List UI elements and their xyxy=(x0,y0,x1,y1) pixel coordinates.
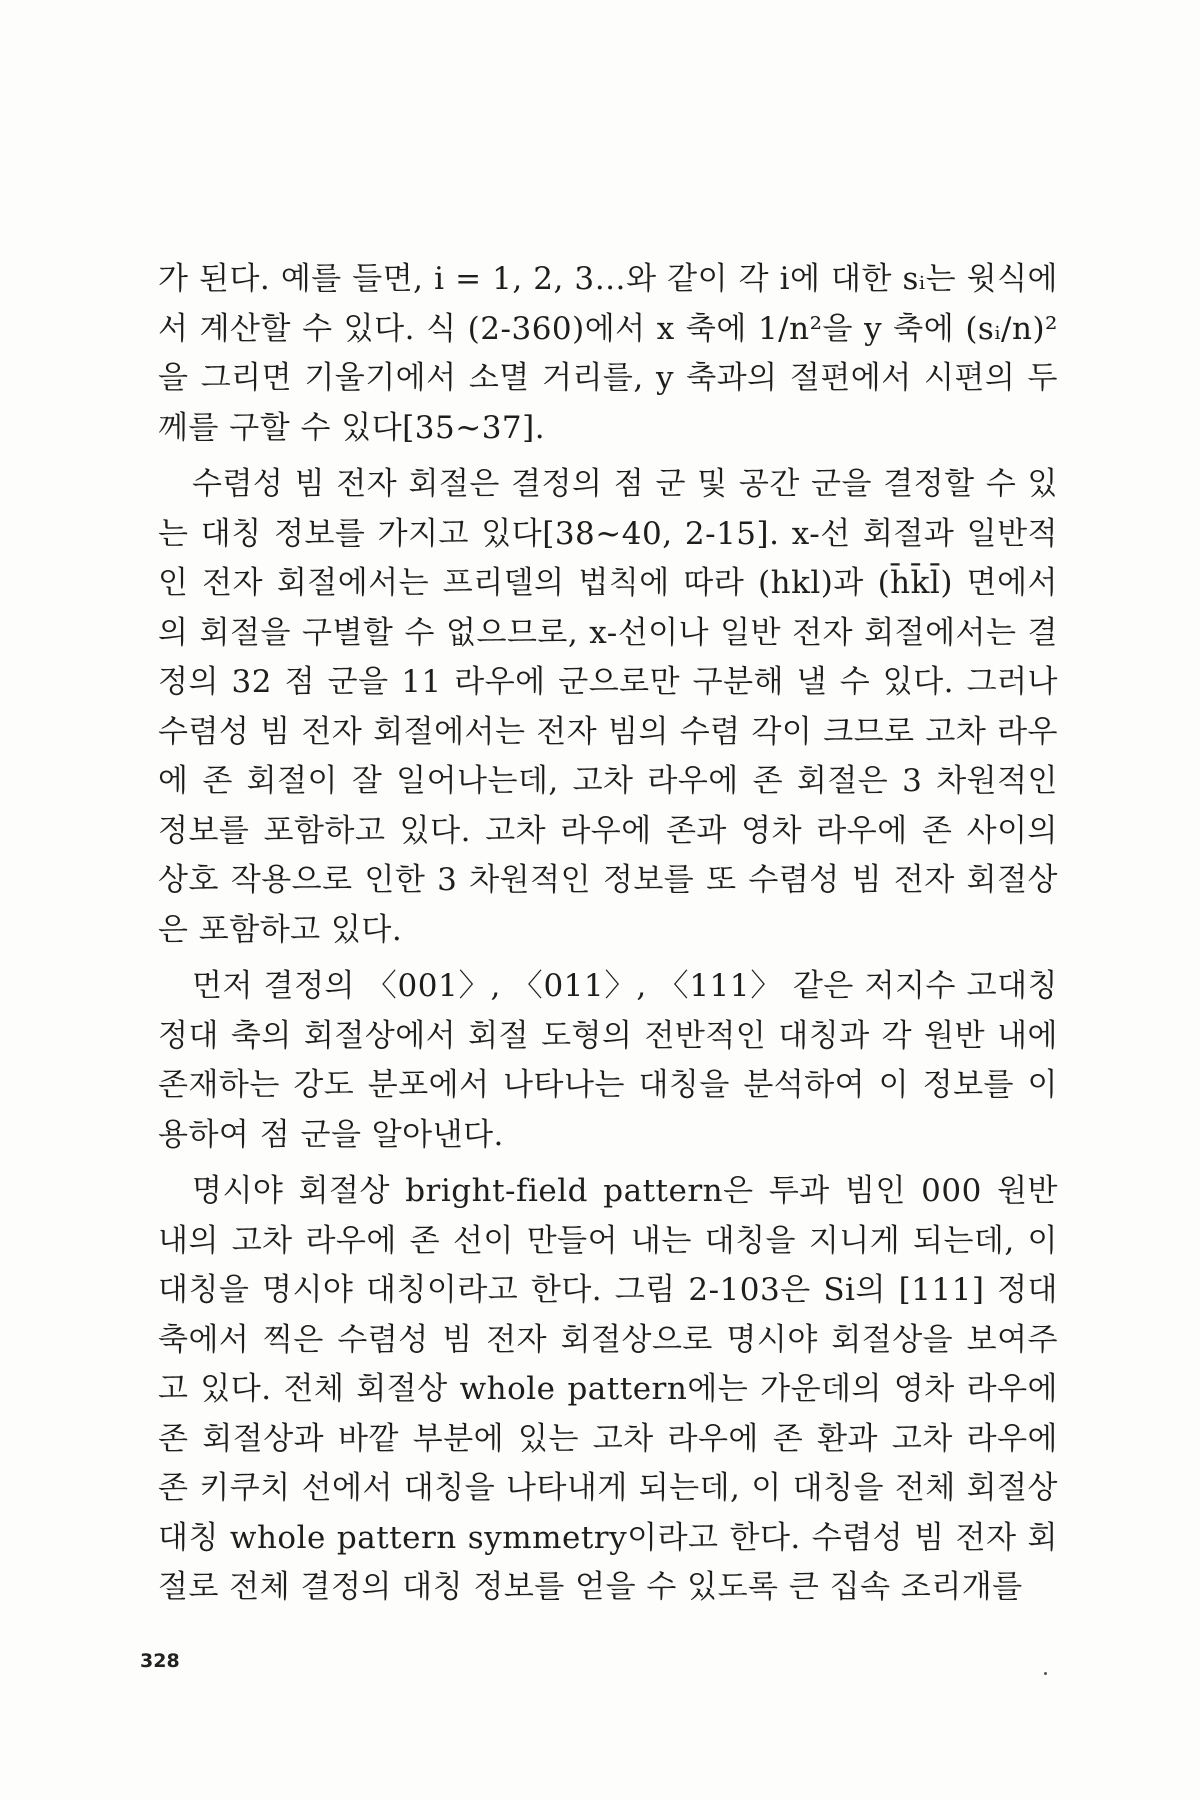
body-text xyxy=(158,255,1058,1620)
paragraph-4: 명시야 회절상 bright-field pattern은 투과 빔인 000 원반 내의 고차 라우에 존 선이 만들어 내는 대칭을 지니게 되는데, 이 대칭을 명시야 대칭이라고 한다. 그림 2-103은 Si의 [111] 정대 축에서 찍은 수렴성 빔 전자 회절상으로 명시야 회절상을 보여주고 있다. 전체 회절상 whole pattern에는 가운데의 영차 라우에 존 회절상과 바깥 부분에 있는 고차 라우에 존 환과 고차 라우에 존 키쿠치 선에서 대칭을 나타내게 되는데, 이 대칭을 전체 회절상 대칭 whole pattern symmetry이라고 한다. 수렴성 빔 전자 회절로 전체 결정의 대칭 정보를 얻을 수 있도록 큰 집속 조리개를 xyxy=(158,1173,1058,1605)
page-number: 328 xyxy=(140,1650,180,1672)
margin-dot xyxy=(1044,1672,1047,1675)
paragraph-3: 먼저 결정의 〈001〉, 〈011〉, 〈111〉 같은 저지수 고대칭 정대 축의 회절상에서 회절 도형의 전반적인 대칭과 각 원반 내에 존재하는 강도 분포에서 나타나는 대칭을 분석하여 이 정보를 이용하여 점 군을 알아낸다. xyxy=(158,968,1058,1153)
paragraph-1: 가 된다. 예를 들면, i = 1, 2, 3…와 같이 각 i에 대한 sᵢ는 윗식에서 계산할 수 있다. 식 (2-360)에서 x 축에 1/n²을 y 축에 (sᵢ/n)²을 그리면 기울기에서 소멸 거리를, y 축과의 절편에서 시편의 두께를 구할 수 있다[35~37]. xyxy=(158,261,1058,446)
paragraph-2: 수렴성 빔 전자 회절은 결정의 점 군 및 공간 군을 결정할 수 있는 대칭 정보를 가지고 있다[38~40, 2-15]. x-선 회절과 일반적인 전자 회절에서는 프리델의 법칙에 따라 (hkl)과 (h̄k̄l̄) 면에서의 회절을 구별할 수 없으므로, x-선이나 일반 전자 회절에서는 결정의 32 점 군을 11 라우에 군으로만 구분해 낼 수 있다. 그러나 수렴성 빔 전자 회절에서는 전자 빔의 수렴 각이 크므로 고차 라우에 존 회절이 잘 일어나는데, 고차 라우에 존 회절은 3 차원적인 정보를 포함하고 있다. 고차 라우에 존과 영차 라우에 존 사이의 상호 작용으로 인한 3 차원적인 정보를 또 수렴성 빔 전자 회절상은 포함하고 있다. xyxy=(158,466,1058,948)
